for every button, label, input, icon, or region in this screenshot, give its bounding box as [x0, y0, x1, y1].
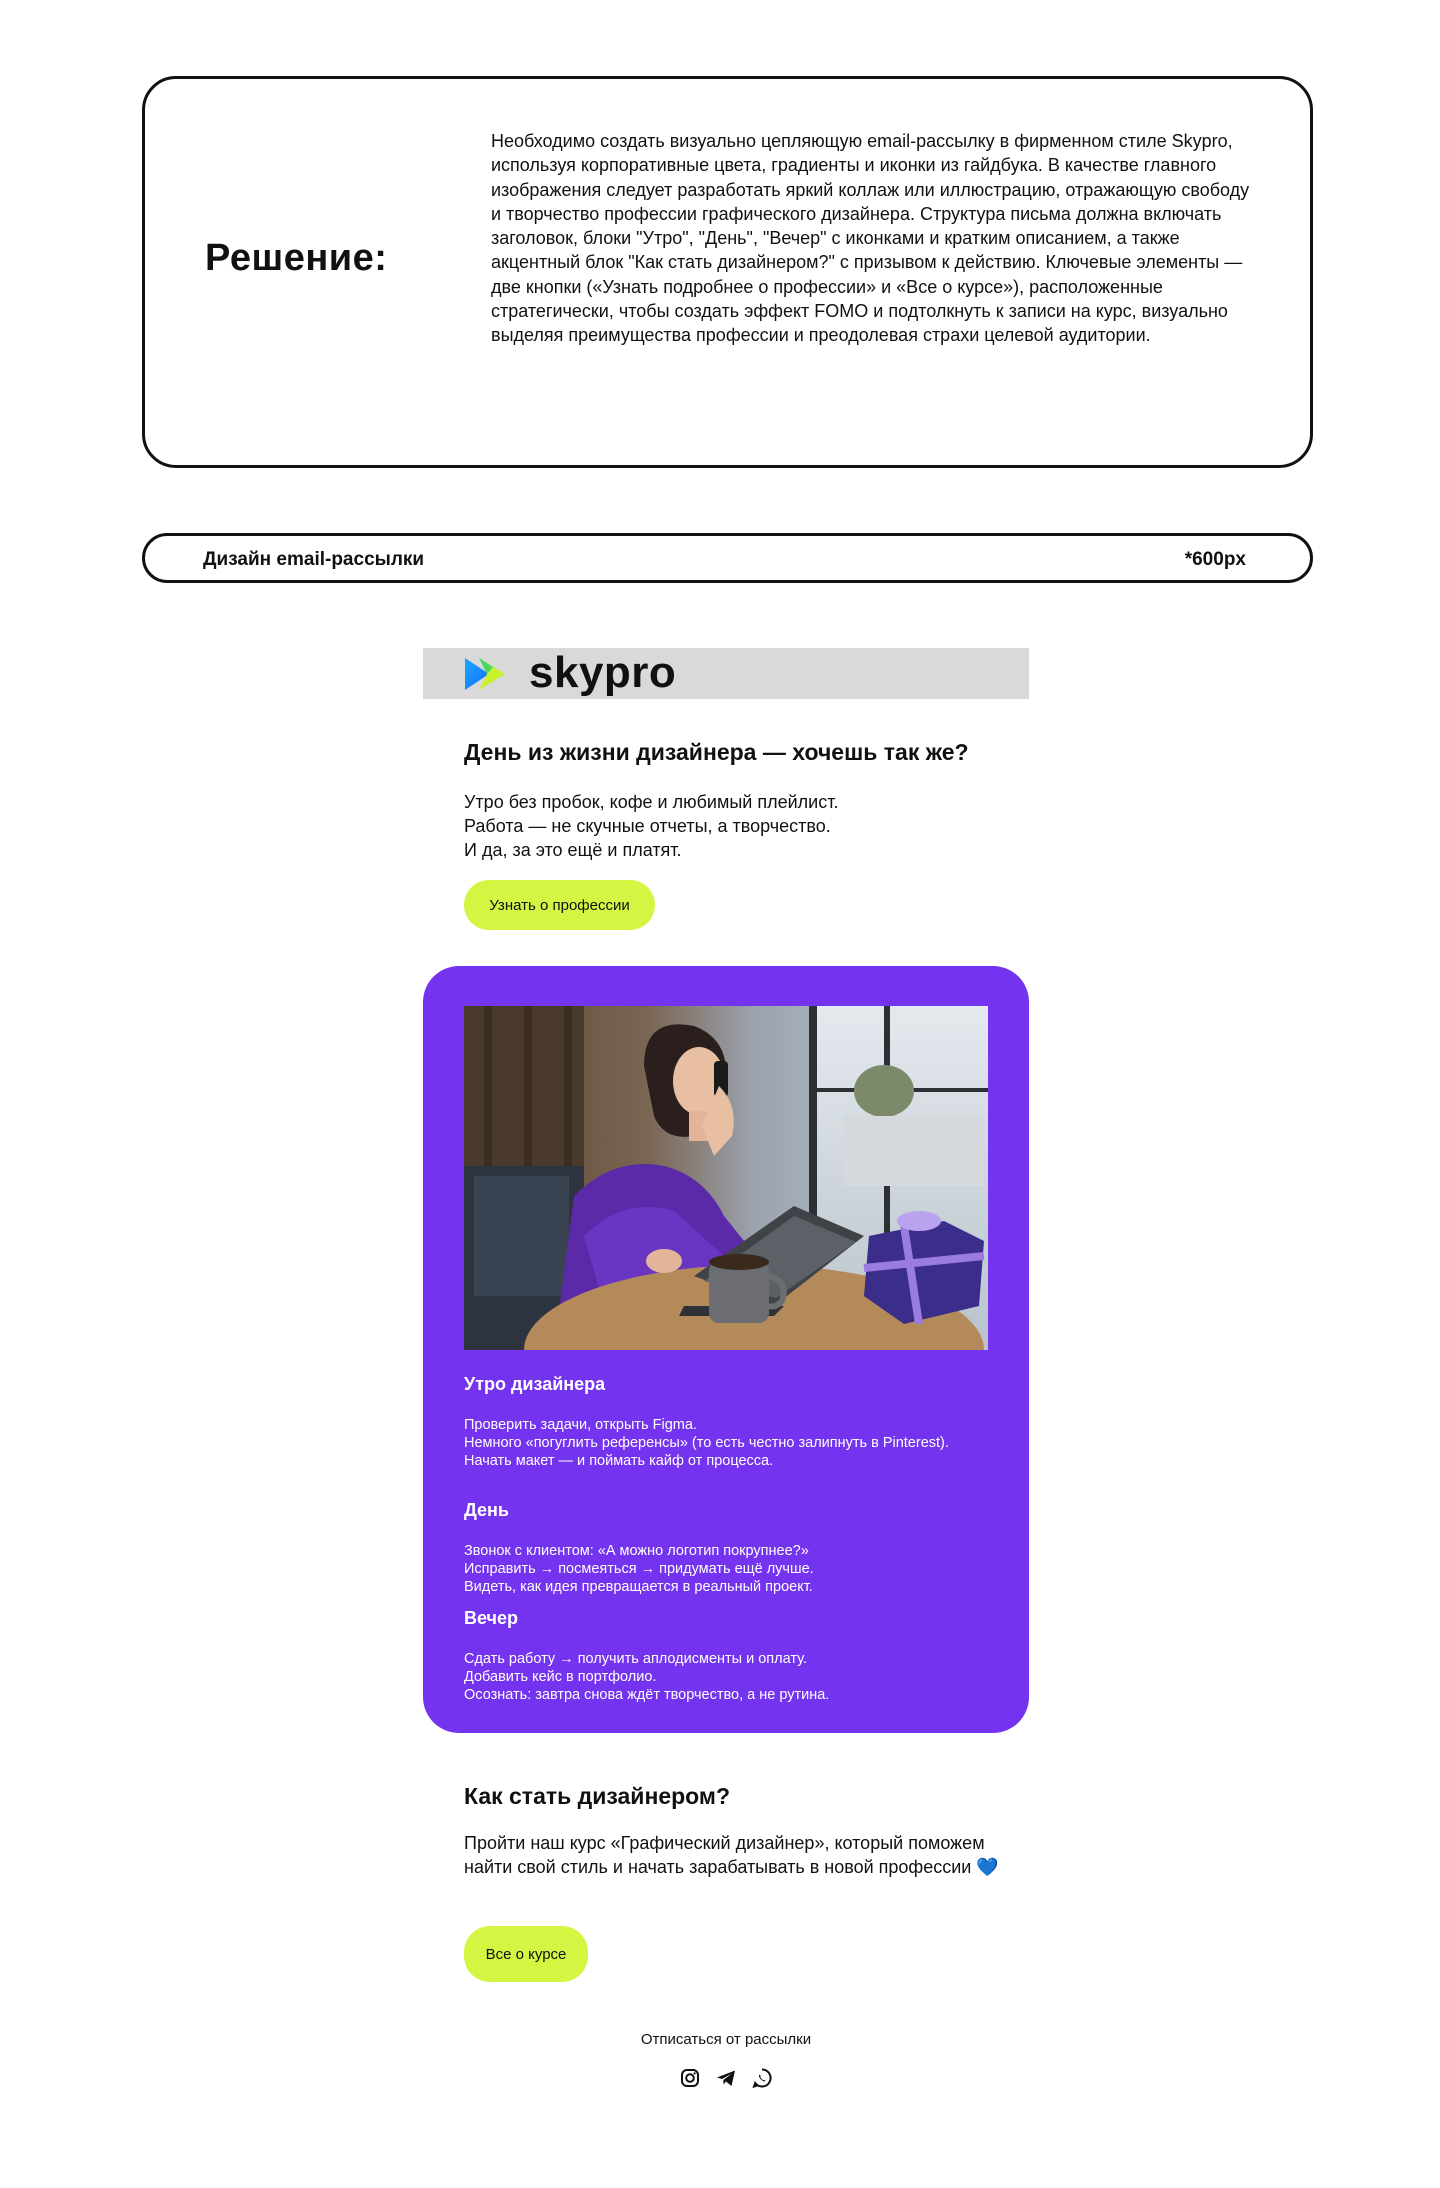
design-bar — [142, 533, 1313, 583]
logo-bar — [423, 648, 1029, 699]
whatsapp-icon[interactable] — [751, 2067, 773, 2089]
design-bar-size: *600px — [1184, 549, 1246, 570]
evening-line: Осознать: завтра снова ждёт творчество, а не рутина. — [464, 1687, 830, 1703]
telegram-icon[interactable] — [715, 2067, 737, 2089]
morning-text — [464, 1416, 984, 1470]
cta-text — [464, 1831, 1004, 1879]
day-text — [464, 1542, 984, 1596]
logo-text: skypro — [529, 648, 677, 697]
hero-line: Утро без пробок, кофе и любимый плейлист. — [464, 792, 839, 812]
evening-line: Добавить кейс в портфолио. — [464, 1669, 657, 1685]
instagram-icon[interactable] — [679, 2067, 701, 2089]
email-mockup — [423, 648, 1029, 2048]
blue-heart-icon: 💙 — [976, 1857, 999, 1877]
solution-box — [142, 76, 1313, 468]
hero-line: И да, за это ещё и платят. — [464, 840, 682, 860]
cta-text-body: Пройти наш курс «Графический дизайнер», который поможем найти свой стиль и начать зарабатывать в новой профессии — [464, 1833, 985, 1877]
photo-illustration — [464, 1006, 988, 1350]
morning-line: Начать макет — и поймать кайф от процесса. — [464, 1453, 774, 1469]
day-line: Исправить → посмеяться → придумать ещё лучше. — [464, 1561, 814, 1577]
design-bar-title: Дизайн email-рассылки — [203, 549, 425, 570]
day-line: Видеть, как идея превращается в реальный проект. — [464, 1579, 813, 1595]
hero-line: Работа — не скучные отчеты, а творчество. — [464, 816, 831, 836]
unsubscribe-link[interactable]: Отписаться от рассылки — [640, 2031, 812, 2048]
morning-line: Проверить задачи, открыть Figma. — [464, 1417, 697, 1433]
cta-title: Как стать дизайнером? — [464, 1783, 730, 1809]
solution-title: Решение: — [205, 237, 388, 279]
solution-text: Необходимо создать визуально цепляющую email-рассылку в фирменном стиле Skypro, используя корпоративные цвета, градиенты и иконки из гайдбука. В качестве главного изображения следует разработать яркий коллаж или иллюстрацию, отражающую свободу и творчество профессии графического дизайнера. Структура письма должна включать заголовок, блоки "Утро", "День", "Вечер" с иконками и кратким описанием, а также акцентный блок "Как стать дизайнером?" с призывом к действию. Ключевые элементы — две кнопки («Узнать подробнее о профессии» и «Все о курсе»), расположенные стратегически, чтобы создать эффект FOMO и подтолкнуть к записи на курс, визуально выделяя преимущества профессии и преодолевая страхи целевой аудитории. — [491, 131, 1250, 346]
hero-title: День из жизни дизайнера — хочешь так же? — [464, 739, 969, 765]
hero-text — [464, 790, 838, 862]
all-about-course-button[interactable]: Все о курсе — [464, 1926, 588, 1982]
evening-text — [464, 1650, 984, 1704]
morning-line: Немного «погуглить референсы» (то есть честно залипнуть в Pinterest). — [464, 1435, 949, 1451]
skypro-logo-icon — [463, 654, 521, 694]
evening-title: Вечер — [464, 1608, 519, 1628]
morning-title: Утро дизайнера — [464, 1374, 606, 1394]
day-title: День — [464, 1500, 509, 1520]
day-line: Звонок с клиентом: «А можно логотип покрупнее?» — [464, 1543, 809, 1559]
designer-photo — [464, 1006, 988, 1350]
evening-line: Сдать работу → получить аплодисменты и оплату. — [464, 1651, 807, 1667]
social-icons — [423, 2067, 1029, 2089]
learn-profession-button[interactable]: Узнать о профессии — [464, 880, 655, 930]
day-card — [423, 966, 1029, 1733]
